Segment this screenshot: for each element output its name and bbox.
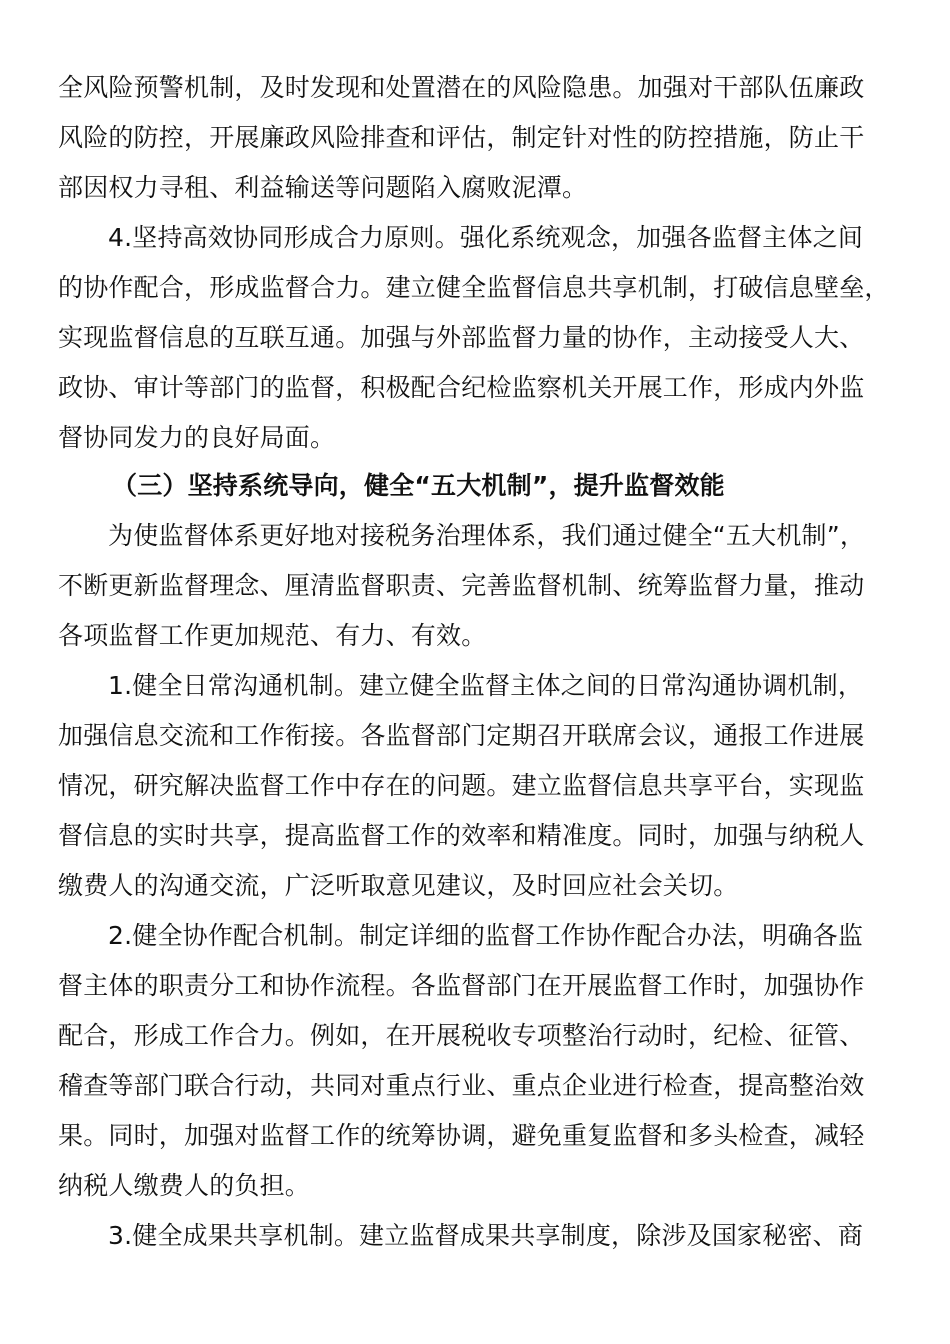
text-line: 督主体的职责分工和协作流程。各监督部门在开展监督工作时，加强协作 xyxy=(58,971,865,1000)
text-line: 不断更新监督理念、厘清监督职责、完善监督机制、统筹监督力量，推动 xyxy=(58,571,865,600)
section-heading: （三）坚持系统导向，健全“五大机制”，提升监督效能 xyxy=(112,471,725,500)
text-line: 全风险预警机制，及时发现和处置潜在的风险隐患。加强对干部队伍廉政 xyxy=(58,73,865,102)
paragraph-start-line: 3.健全成果共享机制。建立监督成果共享制度，除涉及国家秘密、商 xyxy=(108,1221,864,1250)
text-line: 配合，形成工作合力。例如，在开展税收专项整治行动时，纪检、征管、 xyxy=(58,1021,865,1050)
text-line: 督信息的实时共享，提高监督工作的效率和精准度。同时，加强与纳税人 xyxy=(58,821,865,850)
paragraph-start-line: 1.健全日常沟通机制。建立健全监督主体之间的日常沟通协调机制， xyxy=(108,671,864,700)
paragraph-start-line: 为使监督体系更好地对接税务治理体系，我们通过健全“五大机制”， xyxy=(108,521,866,550)
text-line: 各项监督工作更加规范、有力、有效。 xyxy=(58,621,487,650)
text-line: 政协、审计等部门的监督，积极配合纪检监察机关开展工作，形成内外监 xyxy=(58,373,865,402)
paragraph-start-line: 2.健全协作配合机制。制定详细的监督工作协作配合办法，明确各监 xyxy=(108,921,864,950)
text-line: 稽查等部门联合行动，共同对重点行业、重点企业进行检查，提高整治效 xyxy=(58,1071,865,1100)
text-line: 纳税人缴费人的负担。 xyxy=(58,1171,311,1200)
text-line: 督协同发力的良好局面。 xyxy=(58,423,336,452)
text-line: 部因权力寻租、利益输送等问题陷入腐败泥潭。 xyxy=(58,173,588,202)
paragraph-start-line: 4.坚持高效协同形成合力原则。强化系统观念，加强各监督主体之间 xyxy=(108,223,864,252)
text-line: 实现监督信息的互联互通。加强与外部监督力量的协作，主动接受人大、 xyxy=(58,323,865,352)
text-line: 加强信息交流和工作衔接。各监督部门定期召开联席会议，通报工作进展 xyxy=(58,721,865,750)
text-line: 果。同时，加强对监督工作的统筹协调，避免重复监督和多头检查，减轻 xyxy=(58,1121,865,1150)
text-line: 风险的防控，开展廉政风险排查和评估，制定针对性的防控措施，防止干 xyxy=(58,123,865,152)
text-line: 缴费人的沟通交流，广泛听取意见建议，及时回应社会关切。 xyxy=(58,871,739,900)
text-line: 的协作配合，形成监督合力。建立健全监督信息共享机制，打破信息壁垒， xyxy=(58,273,890,302)
text-line: 情况，研究解决监督工作中存在的问题。建立监督信息共享平台，实现监 xyxy=(58,771,865,800)
